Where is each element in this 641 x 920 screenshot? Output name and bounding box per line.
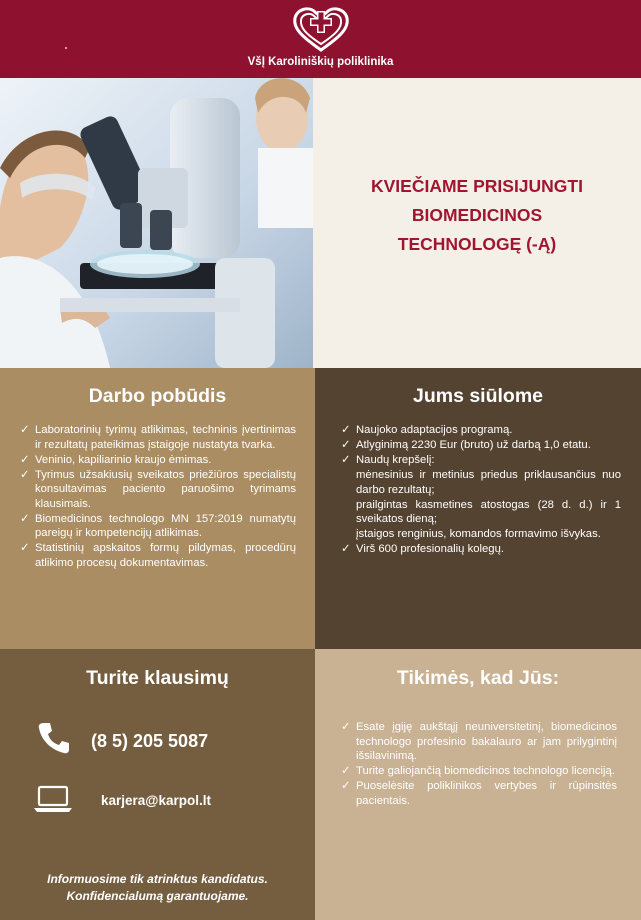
check-icon: ✓ [341,439,351,451]
check-icon: ✓ [20,453,30,466]
list-item: ✓ Statistinių apskaitos formų pildymas, procedūrų atlikimo procesų dokumentavimas. [20,542,296,569]
laptop-icon [33,785,73,813]
list-item: ✓ Turite galiojančią biomedicinos technologo licenciją. [341,765,615,777]
offer-heading: Jums siūlome [412,385,544,407]
check-icon: ✓ [20,468,30,481]
job-title-line: KVIEČIAME PRISIJUNGTI [371,176,583,196]
list-item: ✓ Laboratorinių tyrimų atlikimas, techninis įvertinimas ir rezultatų pateikimas įstaigoje nustatyta tvarka. [20,424,296,451]
note-line: Informuosime tik atrinktus kandidatus. [47,872,268,886]
check-icon: ✓ [341,780,351,792]
title-panel [313,78,641,368]
expectations-heading: Tikimės, kad Jūs: [396,667,560,689]
expectations-list [341,720,617,809]
job-title-line: BIOMEDICINOS [411,205,543,225]
list-item: ✓ Puoselėsite poliklinikos vertybes ir rūpinsitės pacientais. [341,780,617,807]
header-bar [0,0,641,78]
list-item: ✓ Atlyginimą 2230 Eur (bruto) už darbą 1,0 etatu. [341,439,591,451]
lab-microscope-illustration [0,78,313,368]
note-line: Konfidencialumą garantuojame. [66,889,249,903]
list-item: ✓ Naujoko adaptacijos programą. [341,424,513,436]
list-item: prailgintas kasmetines atostogas (28 d. d.) ir 1 sveikatos dieną; [356,498,621,525]
list-item: ✓ Naudų krepšelį: [341,454,435,466]
check-icon: ✓ [20,542,30,554]
list-item: ✓ Veninio, kapiliarinio kraujo ėmimas. [20,453,212,466]
phone-number: (8 5) 205 5087 [91,731,209,751]
confidentiality-note [0,871,315,905]
duties-panel [0,368,315,649]
lab-photo [0,78,313,368]
check-icon: ✓ [341,543,351,555]
list-item: ✓ Virš 600 profesionalių kolegų. [341,543,505,555]
check-icon: ✓ [20,424,30,436]
heart-cross-logo-icon [291,6,351,52]
job-title-line: TECHNOLOGĘ (-Ą) [397,234,557,254]
email-address: karjera@karpol.lt [101,793,211,808]
expectations-panel [315,649,641,920]
duties-heading: Darbo pobūdis [88,385,227,407]
job-title [313,172,641,259]
offer-list [341,423,621,557]
check-icon: ✓ [341,454,351,466]
contact-heading: Turite klausimų [86,667,229,689]
check-icon: ✓ [341,721,351,733]
list-item: ✓ Tyrimus užsakiusių sveikatos priežiūros specialistų konsultavimas paciento paruošimo tyrimams klausimais. [20,468,296,510]
duties-list [20,423,296,571]
check-icon: ✓ [341,424,351,436]
organization-name: VšĮ Karoliniškių poliklinika [247,56,394,68]
list-item: įstaigos renginius, komandos formavimo išvykas. [356,528,601,540]
list-item: ✓ Biomedicinos technologo MN 157:2019 numatytų pareigų ir kompetencijų atlikimas. [20,512,296,539]
list-item: mėnesinius ir metinius priedus priklausančius nuo darbo rezultatų; [356,469,621,496]
check-icon: ✓ [20,512,30,525]
header-dot [65,47,67,49]
offer-panel [315,368,641,649]
phone-icon [36,720,72,756]
list-item: ✓ Esate įgiję aukštąjį neuniversitetinį, biomedicinos technologo profesinio bakalauro ar jam prilygintinį išsilavinimą. [341,721,617,762]
check-icon: ✓ [341,765,351,777]
